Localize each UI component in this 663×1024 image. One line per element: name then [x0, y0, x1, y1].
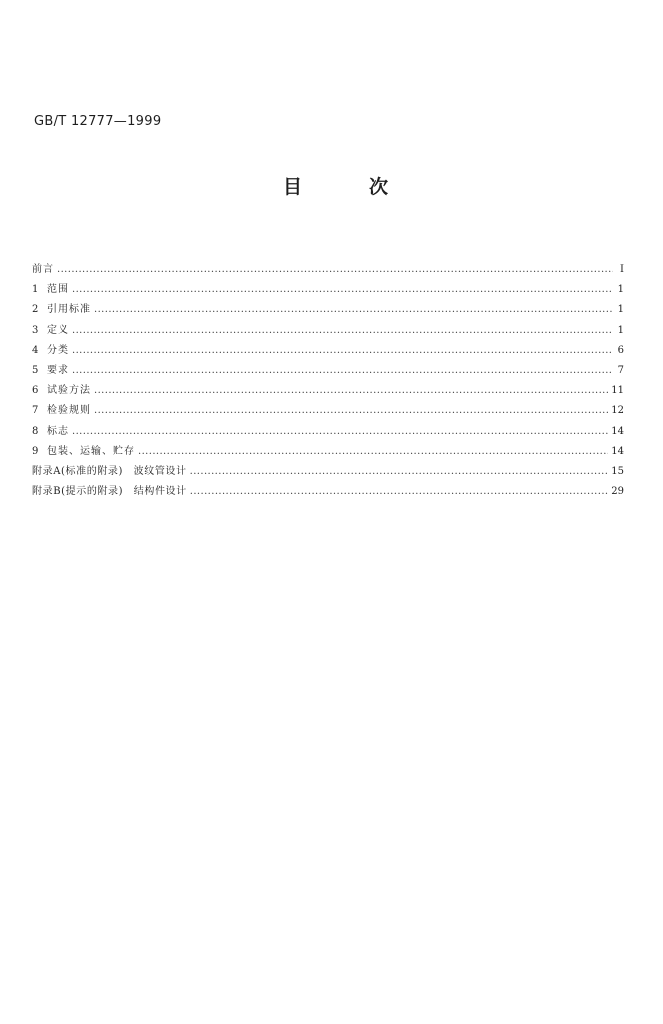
toc-entry-page: 29: [611, 486, 624, 498]
dot-leader: [72, 325, 613, 336]
toc-entry-page: 12: [611, 405, 624, 417]
toc-entry-page: 14: [611, 425, 624, 437]
toc-entry-label: 包装、运输、贮存: [47, 445, 135, 457]
dot-leader: [94, 405, 608, 416]
toc-entry-number: 3: [32, 324, 39, 336]
toc-entry-page: 11: [611, 385, 624, 397]
toc-entry-page: 1: [617, 324, 624, 336]
dot-leader: [190, 486, 609, 497]
title-char-ci: 次: [368, 176, 388, 198]
toc-entry-page: 7: [617, 364, 624, 376]
page-title: [283, 172, 388, 199]
toc-entry-page: 6: [617, 344, 624, 356]
dot-leader: [72, 345, 613, 356]
dot-leader: [138, 446, 608, 457]
toc-entry-scope[interactable]: [32, 280, 624, 300]
dot-leader: [94, 385, 608, 396]
toc-entry-number: 7: [32, 405, 39, 417]
toc-entry-number: 1: [32, 284, 39, 296]
toc-entry-number: 8: [32, 425, 39, 437]
toc-entry-label: 标志: [47, 425, 69, 437]
dot-leader: [72, 284, 613, 295]
toc-entry-label: 附录B(提示的附录) 结构件设计: [32, 486, 187, 498]
toc-entry-label: 试验方法: [47, 385, 91, 397]
toc-entry-page: 14: [611, 445, 624, 457]
toc-entry-label: 附录A(标准的附录) 波纹管设计: [32, 465, 187, 477]
toc-entry-label: 定义: [47, 324, 69, 336]
dot-leader: [94, 304, 613, 315]
toc-entry-definitions[interactable]: [32, 321, 624, 341]
toc-entry-label: 要求: [47, 364, 69, 376]
toc-entry-number: 9: [32, 445, 39, 457]
toc-entry-label: 引用标准: [47, 304, 91, 316]
dot-leader: [72, 426, 608, 437]
table-of-contents: [32, 260, 624, 502]
toc-entry-appendix-b[interactable]: [32, 482, 624, 502]
toc-entry-foreword[interactable]: [32, 260, 624, 280]
toc-entry-page: I: [620, 264, 624, 275]
dot-leader: [190, 466, 609, 477]
toc-entry-page: 1: [617, 284, 624, 296]
toc-entry-inspection-rules[interactable]: [32, 401, 624, 421]
toc-entry-label: 范围: [47, 284, 69, 296]
toc-entry-number: 2: [32, 304, 39, 316]
toc-entry-number: 6: [32, 385, 39, 397]
toc-entry-number: 5: [32, 364, 39, 376]
toc-entry-packaging-transport-storage[interactable]: [32, 442, 624, 462]
toc-entry-marking[interactable]: [32, 422, 624, 442]
toc-entry-classification[interactable]: [32, 341, 624, 361]
standard-code: GB/T 12777—1999: [34, 114, 162, 129]
toc-entry-label: 分类: [47, 344, 69, 356]
toc-entry-requirements[interactable]: [32, 361, 624, 381]
toc-entry-page: 15: [611, 465, 624, 477]
title-char-mu: 目: [283, 176, 303, 198]
toc-entry-test-methods[interactable]: [32, 381, 624, 401]
dot-leader: [72, 365, 613, 376]
toc-entry-label: 前言: [32, 264, 54, 275]
toc-entry-page: 1: [617, 304, 624, 316]
toc-entry-label: 检验规则: [47, 405, 91, 417]
toc-entry-appendix-a[interactable]: [32, 462, 624, 482]
toc-entry-references[interactable]: [32, 300, 624, 320]
toc-entry-number: 4: [32, 344, 39, 356]
dot-leader: [57, 264, 613, 275]
